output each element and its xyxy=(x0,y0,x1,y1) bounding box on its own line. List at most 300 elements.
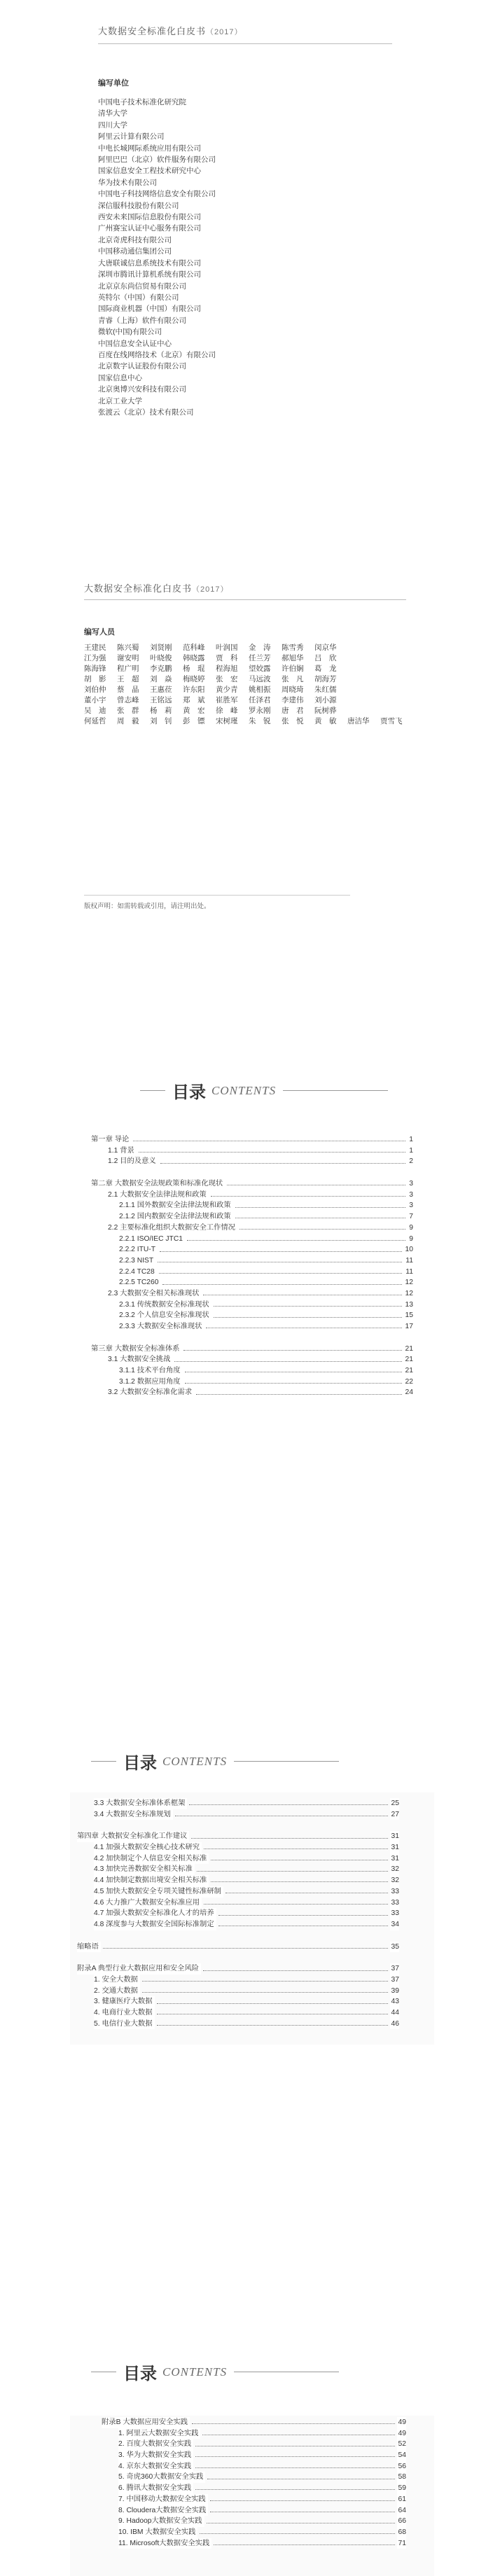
toc-entry-title: 1.2 目的及意义 xyxy=(108,1156,158,1167)
person-name: 张 悦 xyxy=(282,717,304,725)
toc-entry[interactable] xyxy=(91,1377,413,1388)
toc-chapter-entry[interactable] xyxy=(77,1963,399,1975)
toc-page-number: 12 xyxy=(404,1277,413,1288)
page-people xyxy=(0,581,486,1036)
toc-page-number: 27 xyxy=(390,1809,399,1820)
toc-entry[interactable] xyxy=(102,2461,406,2472)
toc-entry-title: 8. Cloudera大数据安全实践 xyxy=(118,2505,208,2516)
toc-entry[interactable] xyxy=(91,1300,413,1311)
person-name: 陈兴蜀 xyxy=(117,643,139,652)
toc-entry[interactable] xyxy=(102,2505,406,2516)
toc-heading-zh: 目录 xyxy=(172,1082,206,1102)
person-name: 郑 斌 xyxy=(183,696,205,704)
toc-entry[interactable] xyxy=(77,1898,399,1909)
toc-entry-title: 2.2.2 ITU-T xyxy=(119,1244,158,1255)
toc-gap xyxy=(77,1930,399,1942)
unit-item: 四川大学 xyxy=(98,120,127,130)
units-list xyxy=(98,97,216,418)
person-name: 胡 影 xyxy=(84,675,106,683)
toc-entry-title: 2.3.1 传统数据安全标准现状 xyxy=(119,1300,211,1311)
toc-page-number: 32 xyxy=(390,1875,399,1886)
toc-chapter-entry[interactable] xyxy=(91,1134,413,1146)
person-name: 周 毅 xyxy=(117,717,139,725)
toc-entry-title: 1. 阿里云大数据安全实践 xyxy=(118,2428,200,2439)
person-name: 王 超 xyxy=(117,675,139,683)
toc-leader-dots xyxy=(197,1871,388,1872)
toc-leader-dots xyxy=(195,2456,394,2457)
person-name: 任兰芳 xyxy=(249,654,271,662)
person-name: 贾雪飞 xyxy=(380,717,403,725)
person-name: 闵京华 xyxy=(314,643,337,652)
person-name: 唐洁华 xyxy=(347,717,370,725)
toc-heading-en: CONTENTS xyxy=(162,1754,228,1768)
toc-entry-title: 3.1.2 数据应用角度 xyxy=(119,1377,183,1388)
header-title: 大数据安全标准化白皮书 xyxy=(84,583,193,594)
toc-entry-title: 第二章 大数据安全法规政策和标准化现状 xyxy=(91,1178,225,1190)
toc-chapter-entry[interactable] xyxy=(91,1344,413,1355)
toc-entry-title: 4.5 加快大数据安全专项关键性标准研制 xyxy=(94,1886,223,1898)
toc-entry-title: 4.6 大力推广大数据安全标准应用 xyxy=(94,1898,202,1909)
person-name: 阮树骅 xyxy=(314,706,337,715)
toc-entry-title: 3. 华为大数据安全实践 xyxy=(118,2450,193,2461)
toc-entry[interactable] xyxy=(91,1200,413,1211)
toc-entry[interactable] xyxy=(91,1234,413,1245)
unit-item: 广州赛宝认证中心服务有限公司 xyxy=(98,224,201,233)
unit-item: 北京奥博兴安科技有限公司 xyxy=(98,385,186,394)
toc-gap xyxy=(91,1332,413,1344)
toc-leader-dots xyxy=(196,1394,401,1395)
person-name: 刘伯仲 xyxy=(84,685,106,694)
toc-entry[interactable] xyxy=(77,1919,399,1930)
toc-entry[interactable] xyxy=(91,1277,413,1288)
toc-entry-title: 1. 安全大数据 xyxy=(94,1975,140,1986)
person-name: 黄 敏 xyxy=(314,717,337,725)
toc-entry-title: 4.8 深度参与大数据安全国际标准制定 xyxy=(94,1919,216,1930)
toc-entry-title: 2.2.3 NIST xyxy=(119,1255,155,1267)
toc-leader-dots xyxy=(174,1361,401,1362)
toc-leader-dots xyxy=(235,1207,406,1208)
person-name: 陈海锋 xyxy=(84,664,106,673)
toc-entry-title: 2.3.3 大数据安全标准现状 xyxy=(119,1321,204,1332)
page-toc-1 xyxy=(0,1057,486,1673)
person-name: 许伯娴 xyxy=(282,664,304,673)
toc-page-number: 11 xyxy=(404,1255,413,1267)
header-title: 大数据安全标准化白皮书 xyxy=(98,26,207,36)
toc-leader-dots xyxy=(192,2423,395,2424)
toc-entry[interactable] xyxy=(91,1255,413,1267)
person-name: 姚相振 xyxy=(249,685,271,694)
person-name: 杨 琨 xyxy=(183,664,205,673)
toc-entry-title: 2.2.1 ISO/IEC JTC1 xyxy=(119,1234,185,1245)
unit-item: 百度在线网络技术（北京）有限公司 xyxy=(98,350,216,359)
toc-page-number: 21 xyxy=(404,1354,413,1365)
toc-entry-title: 4. 京东大数据安全实践 xyxy=(118,2461,193,2472)
toc-page-number: 31 xyxy=(390,1831,399,1842)
unit-item: 深信服科技股份有限公司 xyxy=(98,201,179,210)
person-name: 张 宏 xyxy=(216,675,238,683)
toc-entry-title: 2.2.5 TC260 xyxy=(119,1277,160,1288)
toc-page-number: 9 xyxy=(408,1234,413,1245)
person-name: 崔胜军 xyxy=(216,696,238,704)
people-row xyxy=(84,653,413,664)
toc-entry[interactable] xyxy=(102,2516,406,2527)
person-name: 董小宇 xyxy=(84,696,106,704)
toc-entry-title: 缩略语 xyxy=(77,1942,101,1953)
unit-item: 国家信息中心 xyxy=(98,373,142,382)
toc-leader-dots xyxy=(142,1981,388,1982)
toc-entry-title: 第一章 导论 xyxy=(91,1134,131,1146)
toc-leader-dots xyxy=(200,2533,394,2534)
toc-entry[interactable] xyxy=(77,1996,399,2007)
person-name: 吴 迪 xyxy=(84,706,106,715)
person-name: 程广明 xyxy=(117,664,139,673)
toc-entry-title: 6. 腾讯大数据安全实践 xyxy=(118,2483,193,2494)
people-row xyxy=(84,685,413,695)
toc-entry-title: 5. 奇虎360大数据安全实践 xyxy=(118,2472,205,2483)
toc-page-number: 34 xyxy=(390,1919,399,1930)
toc-entry[interactable] xyxy=(102,2428,406,2439)
toc-heading-zh: 目录 xyxy=(123,1753,157,1773)
toc-page-number: 33 xyxy=(390,1908,399,1919)
toc-page-number: 37 xyxy=(390,1963,399,1975)
toc-page-number: 49 xyxy=(397,2428,406,2439)
person-name: 朱红儒 xyxy=(314,685,337,694)
unit-item: 中国电子技术标准化研究院 xyxy=(98,98,186,106)
unit-item: 中国电子科技网络信息安全有限公司 xyxy=(98,190,216,199)
toc-page-number: 43 xyxy=(390,1996,399,2007)
toc-page-number: 7 xyxy=(408,1211,413,1223)
toc-entry-title: 2. 交通大数据 xyxy=(94,1986,140,1997)
person-name: 刘贤刚 xyxy=(150,643,172,652)
toc-leader-dots xyxy=(210,2500,395,2501)
toc-leader-dots xyxy=(183,1350,401,1351)
toc-page-number: 1 xyxy=(408,1146,413,1157)
unit-item: 青睿（上海）软件有限公司 xyxy=(98,316,186,325)
person-name: 曾志峰 xyxy=(117,696,139,704)
toc-entry-title: 9. Hadoop大数据安全实践 xyxy=(118,2516,204,2527)
header-year: （2017） xyxy=(206,28,243,36)
person-name: 王铭远 xyxy=(150,696,172,704)
toc-page-number: 64 xyxy=(397,2505,406,2516)
unit-item: 阿里巴巴（北京）软件服务有限公司 xyxy=(98,155,216,165)
toc-entry[interactable] xyxy=(77,2007,399,2019)
person-name: 张 群 xyxy=(117,706,139,715)
toc-heading-rule-left xyxy=(91,1761,116,1762)
toc-entry[interactable] xyxy=(91,1190,413,1201)
toc-page-number: 9 xyxy=(408,1223,413,1234)
person-name: 叶润国 xyxy=(216,643,238,652)
toc-entry[interactable] xyxy=(102,2439,406,2450)
people-row xyxy=(84,716,413,727)
unit-item: 西安未来国际信息股份有限公司 xyxy=(98,213,201,222)
toc-entry-title: 2.2.4 TC28 xyxy=(119,1267,157,1278)
toc-heading-rule-left xyxy=(140,1090,165,1091)
toc-entry-title: 2.1.1 国外数据安全法律法规和政策 xyxy=(119,1200,233,1211)
toc-entry-title: 附录B 大数据应用安全实践 xyxy=(102,2417,190,2428)
toc-entry-title: 第四章 大数据安全标准化工作建议 xyxy=(77,1831,189,1842)
unit-item: 大唐联诚信息系统技术有限公司 xyxy=(98,258,201,267)
toc-entry-title: 3.3 大数据安全标准体系框架 xyxy=(94,1798,187,1809)
page-toc-3 xyxy=(0,2339,486,2576)
person-name: 彭 镖 xyxy=(183,717,205,725)
person-name: 王惠莅 xyxy=(150,685,172,694)
toc-entry[interactable] xyxy=(102,2494,406,2505)
person-name: 任泽君 xyxy=(249,696,271,704)
person-name: 江为强 xyxy=(84,654,106,662)
person-name: 宋树瑾 xyxy=(216,717,238,725)
toc-leader-dots xyxy=(187,1240,405,1241)
person-name: 韩晓露 xyxy=(183,654,205,662)
toc-page-number: 31 xyxy=(390,1842,399,1853)
toc-entry[interactable] xyxy=(77,1908,399,1919)
person-name: 蔡 晶 xyxy=(117,685,139,694)
toc-entry[interactable] xyxy=(77,1875,399,1886)
toc-entry[interactable] xyxy=(77,1864,399,1875)
toc-page-number: 3 xyxy=(408,1200,413,1211)
toc-entry[interactable] xyxy=(91,1354,413,1365)
unit-item: 中国移动通信集团公司 xyxy=(98,247,172,256)
toc-entry[interactable] xyxy=(91,1211,413,1223)
toc-leader-dots xyxy=(218,1915,388,1916)
person-name: 徐 峰 xyxy=(216,706,238,715)
people-grid xyxy=(84,643,413,727)
toc-entry-title: 11. Microsoft大数据安全实践 xyxy=(118,2538,211,2549)
person-name: 王建民 xyxy=(84,643,106,652)
toc-page-number: 49 xyxy=(397,2417,406,2428)
toc-entry-title: 2.3.2 个人信息安全标准现状 xyxy=(119,1310,211,1321)
toc-page-number: 25 xyxy=(390,1798,399,1809)
toc-page-number: 37 xyxy=(390,1975,399,1986)
toc-entry[interactable] xyxy=(102,2483,406,2494)
toc-heading xyxy=(91,1749,339,1774)
person-name: 程海旭 xyxy=(216,664,238,673)
person-name: 唐 君 xyxy=(282,706,304,715)
toc-chapter-entry[interactable] xyxy=(91,1178,413,1190)
toc-entry[interactable] xyxy=(91,1310,413,1321)
toc-entry-title: 3.1.1 技术平台角度 xyxy=(119,1365,183,1377)
toc-page-number: 10 xyxy=(404,1244,413,1255)
person-name: 谢安明 xyxy=(117,654,139,662)
toc-heading-en: CONTENTS xyxy=(211,1083,277,1097)
person-name: 刘 焱 xyxy=(150,675,172,683)
toc-entry[interactable] xyxy=(77,1853,399,1865)
toc-leader-dots xyxy=(103,1948,388,1949)
person-name: 何延哲 xyxy=(84,717,106,725)
toc-leader-dots xyxy=(211,1881,387,1882)
toc-entry[interactable] xyxy=(77,1886,399,1898)
toc-entry[interactable] xyxy=(91,1321,413,1332)
toc-entry[interactable] xyxy=(77,1842,399,1853)
toc-heading xyxy=(91,2360,339,2384)
toc-page-number: 21 xyxy=(404,1365,413,1377)
toc-entry[interactable] xyxy=(91,1223,413,1234)
toc-entry-title: 3.2 大数据安全标准化需求 xyxy=(108,1387,194,1398)
person-name: 黄 宏 xyxy=(183,706,205,715)
toc-leader-dots xyxy=(142,1992,388,1993)
toc-entry[interactable] xyxy=(91,1365,413,1377)
toc-entry[interactable] xyxy=(77,1975,399,1986)
person-name: 吕 欣 xyxy=(314,654,337,662)
toc-leader-dots xyxy=(139,1152,405,1153)
toc-page-number: 21 xyxy=(404,1344,413,1355)
toc-entry[interactable] xyxy=(91,1267,413,1278)
toc-leader-dots xyxy=(195,2467,394,2468)
toc-entry[interactable] xyxy=(91,1288,413,1300)
toc-leader-dots xyxy=(211,1196,406,1197)
toc-leader-dots xyxy=(160,1163,406,1164)
toc-leader-dots xyxy=(203,1970,388,1971)
toc-page-number: 22 xyxy=(404,1377,413,1388)
toc-leader-dots xyxy=(160,1251,401,1252)
toc-entry-title: 2.3 大数据安全相关标准现状 xyxy=(108,1288,201,1300)
toc-leader-dots xyxy=(195,2489,394,2490)
unit-item: 中国信息安全认证中心 xyxy=(98,339,172,348)
toc-page-number: 12 xyxy=(404,1288,413,1300)
toc-leader-dots xyxy=(214,1317,402,1318)
toc-page-number: 71 xyxy=(397,2538,406,2549)
toc-page-number: 59 xyxy=(397,2483,406,2494)
toc-entry-title: 4. 电商行业大数据 xyxy=(94,2007,155,2019)
person-name: 刘小源 xyxy=(314,696,337,704)
person-name: 叶晓俊 xyxy=(150,654,172,662)
toc-gap xyxy=(77,1820,399,1831)
unit-item: 北京奇虎科技有限公司 xyxy=(98,235,172,244)
unit-item: 北京数字认证股份有限公司 xyxy=(98,362,186,371)
toc-page-number: 66 xyxy=(397,2516,406,2527)
toc-entry-title: 2.2 主要标准化组织大数据安全工作情况 xyxy=(108,1223,237,1234)
toc-entry-title: 4.4 加快制定数据出境安全相关标准 xyxy=(94,1875,209,1886)
unit-item: 国家信息安全工程技术研究中心 xyxy=(98,167,201,176)
toc-chapter-entry[interactable] xyxy=(77,1942,399,1953)
toc-entry[interactable] xyxy=(77,1809,399,1820)
toc-gap xyxy=(77,1952,399,1963)
page-header xyxy=(84,581,229,594)
toc-heading-rule-right xyxy=(234,1761,339,1762)
toc-entry[interactable] xyxy=(91,1156,413,1167)
page-units xyxy=(0,0,486,532)
toc-page-number: 3 xyxy=(408,1190,413,1201)
person-name: 范科峰 xyxy=(183,643,205,652)
toc-entry[interactable] xyxy=(91,1146,413,1157)
toc-heading xyxy=(140,1078,388,1103)
toc-entry[interactable] xyxy=(102,2450,406,2461)
unit-item: 张渡云（北京）技术有限公司 xyxy=(98,408,194,417)
toc-entry-title: 7. 中国移动大数据安全实践 xyxy=(118,2494,208,2505)
person-name: 许东阳 xyxy=(183,685,205,694)
toc-entry[interactable] xyxy=(77,2019,399,2030)
person-name: 梅晓婷 xyxy=(183,675,205,683)
toc-page-number: 46 xyxy=(390,2019,399,2030)
toc-entry-title: 4.3 加快完善数据安全相关标准 xyxy=(94,1864,195,1875)
toc-entry[interactable] xyxy=(102,2538,406,2549)
toc-heading-en: CONTENTS xyxy=(162,2365,228,2379)
toc-entry-title: 2. 百度大数据安全实践 xyxy=(118,2439,193,2450)
toc-entry[interactable] xyxy=(91,1387,413,1398)
toc-entry-title: 2.1.2 国内数据安全法律法规和政策 xyxy=(119,1211,233,1223)
toc-chapter-entry[interactable] xyxy=(77,1831,399,1842)
person-name: 望姣露 xyxy=(249,664,271,673)
unit-item: 北京京东尚信贸易有限公司 xyxy=(98,281,186,291)
toc-page-number: 15 xyxy=(404,1310,413,1321)
toc-page-number: 31 xyxy=(390,1853,399,1865)
person-name: 周晓琦 xyxy=(282,685,304,694)
person-name: 贾 科 xyxy=(216,654,238,662)
page-toc-2 xyxy=(0,1743,486,2094)
toc-entry-title: 10. IBM 大数据安全实践 xyxy=(118,2527,197,2538)
unit-item: 华为技术有限公司 xyxy=(98,178,157,187)
unit-item: 国际商业机器（中国）有限公司 xyxy=(98,305,201,314)
toc-list xyxy=(91,1134,413,1398)
toc-leader-dots xyxy=(204,1904,387,1905)
person-name: 朱 锐 xyxy=(249,717,271,725)
toc-entry-title: 3. 健康医疗大数据 xyxy=(94,1996,155,2007)
toc-page-number: 13 xyxy=(404,1300,413,1311)
person-name: 金 涛 xyxy=(249,643,271,652)
copyright-notice: 版权声明：如需转载或引用，请注明出处。 xyxy=(84,903,211,910)
person-name: 李克鹏 xyxy=(150,664,172,673)
person-name: 李建伟 xyxy=(282,696,304,704)
person-name: 罗永刚 xyxy=(249,706,271,715)
toc-chapter-entry[interactable] xyxy=(102,2417,406,2428)
toc-page-number: 44 xyxy=(390,2007,399,2019)
toc-leader-dots xyxy=(239,1229,405,1230)
toc-entry[interactable] xyxy=(77,1986,399,1997)
toc-entry[interactable] xyxy=(77,1798,399,1809)
people-row xyxy=(84,695,413,706)
toc-leader-dots xyxy=(157,2025,388,2026)
toc-list xyxy=(102,2417,406,2549)
person-name: 张 凡 xyxy=(282,675,304,683)
toc-page-number: 24 xyxy=(404,1387,413,1398)
toc-page-number: 35 xyxy=(390,1942,399,1953)
person-name: 郝旭华 xyxy=(282,654,304,662)
toc-page-number: 17 xyxy=(404,1321,413,1332)
toc-entry[interactable] xyxy=(102,2472,406,2483)
person-name: 刘 钊 xyxy=(150,717,172,725)
toc-entry-title: 4.2 加快制定个人信息安全相关标准 xyxy=(94,1853,209,1865)
unit-item: 英特尔（中国）有限公司 xyxy=(98,293,179,302)
unit-item: 中电长城网际系统应用有限公司 xyxy=(98,144,201,153)
toc-entry-title: 附录A 典型行业大数据应用和安全风险 xyxy=(77,1963,201,1975)
toc-leader-dots xyxy=(214,1306,402,1307)
people-heading: 编写人员 xyxy=(84,628,115,636)
unit-item: 深圳市腾讯计算机系统有限公司 xyxy=(98,270,201,279)
toc-entry[interactable] xyxy=(91,1244,413,1255)
toc-page-number: 1 xyxy=(408,1134,413,1146)
toc-leader-dots xyxy=(162,1284,401,1285)
toc-entry-title: 3.4 大数据安全标准规划 xyxy=(94,1809,173,1820)
toc-page-number: 56 xyxy=(397,2461,406,2472)
copyright-rule xyxy=(84,895,350,896)
units-heading: 编写单位 xyxy=(98,79,129,88)
toc-page-number: 52 xyxy=(397,2439,406,2450)
people-row xyxy=(84,643,413,653)
toc-entry-title: 3.1 大数据安全挑战 xyxy=(108,1354,172,1365)
toc-leader-dots xyxy=(157,2003,388,2004)
person-name: 马远波 xyxy=(249,675,271,683)
toc-leader-dots xyxy=(159,1273,403,1274)
toc-entry-title: 5. 电信行业大数据 xyxy=(94,2019,155,2030)
toc-entry-title: 4.1 加强大数据安全核心技术研究 xyxy=(94,1842,202,1853)
header-rule xyxy=(98,43,392,44)
toc-leader-dots xyxy=(214,2544,394,2545)
person-name: 杨 莉 xyxy=(150,706,172,715)
toc-page-number: 3 xyxy=(408,1178,413,1190)
toc-entry[interactable] xyxy=(102,2527,406,2538)
people-row xyxy=(84,674,413,685)
toc-entry-title: 1.1 背景 xyxy=(108,1146,137,1157)
toc-leader-dots xyxy=(191,1838,387,1839)
